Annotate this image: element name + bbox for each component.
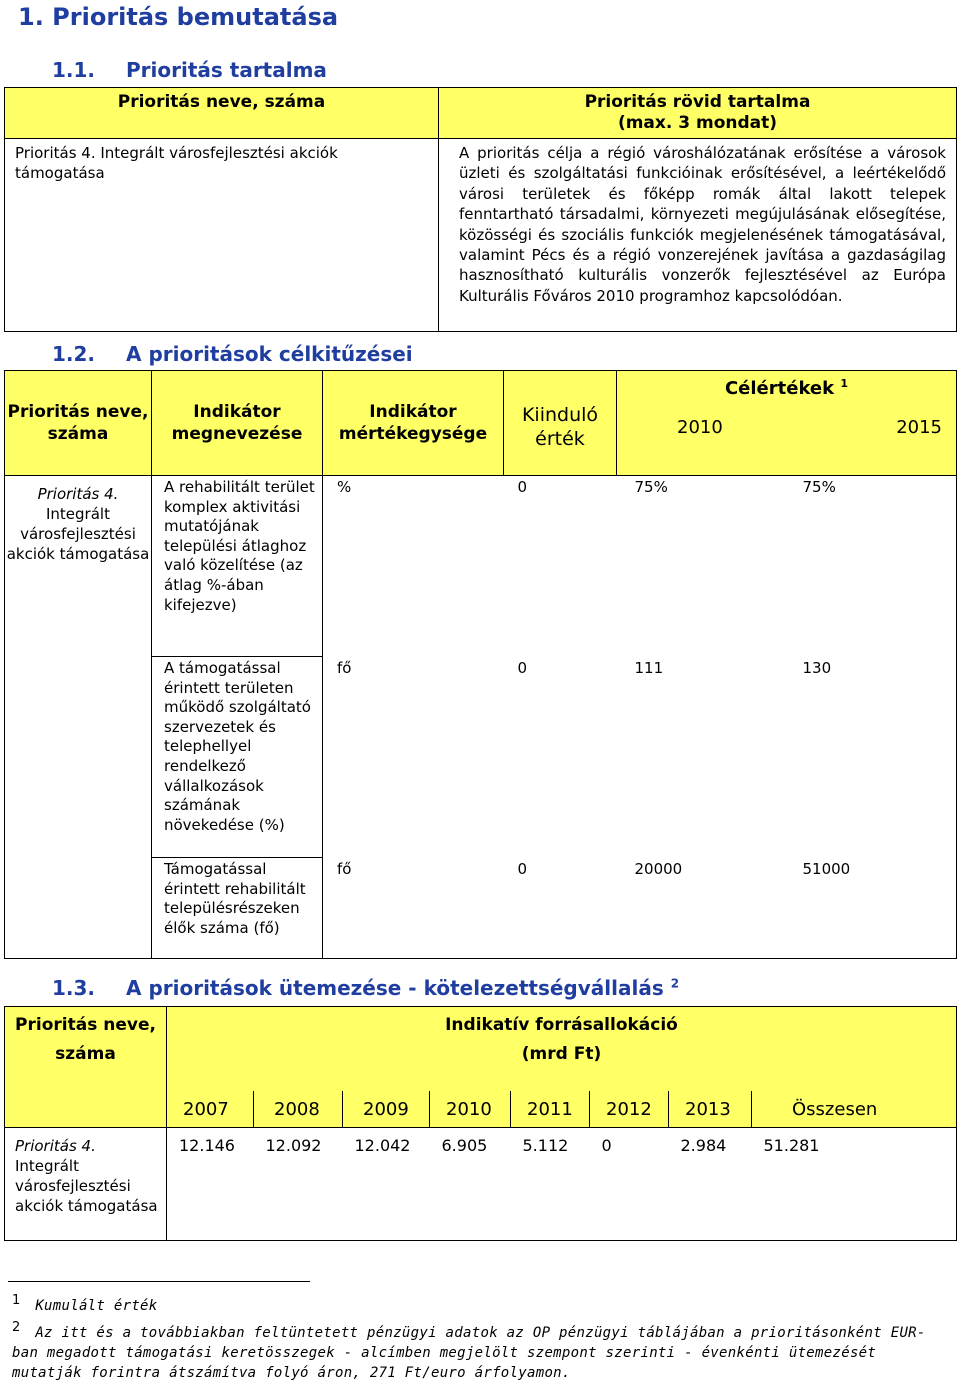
t1-header-content: [439, 88, 957, 139]
footnote-1-mark: 1: [12, 1293, 21, 1308]
t1-header-content-line1: Prioritás rövid tartalma: [584, 92, 811, 112]
heading-1-3-number: 1.3.: [52, 976, 96, 1000]
t2-row3-indicator: Támogatással érintett rehabilitált településrészeken élők száma (fő): [152, 858, 323, 959]
t2-row2-targets: [617, 657, 957, 858]
footnote-1: [12, 1293, 158, 1314]
t2-priority-cell: [5, 476, 152, 959]
heading-1-1-number: 1.1.: [52, 58, 96, 82]
t3-value-2012: 0: [601, 1136, 612, 1155]
t2-row2-indicator: A támogatással érintett területen működő szolgáltató szervezetek és telephellyel rendelkező vállalkozások számának növekedése (%): [152, 657, 323, 858]
heading-1-1: [52, 58, 327, 82]
t1-priority-content: A prioritás célja a régió városhálózatának erősítése a városok üzleti és szolgáltatási funkcióinak erősítésével, a leértékelődő városi területek és főképp romák által lakott telepek fenntartható társadalmi, környezeti megújulásának elősegítése, közösségi és szociális funkciók megjelenésének támogatásával, valamint Pécs és a régió vonzerejének javítása a gazdaságilag hasznosítható kulturális vonzerők fejlesztésével az Európa Kulturális Főváros 2010 programhoz kapcsolódóan.: [439, 139, 957, 332]
t2-row1-2015: 75%: [802, 478, 836, 496]
t3-value-2008: 12.092: [265, 1136, 322, 1155]
t3-year-2012: 2012: [590, 1091, 669, 1128]
t2-row1-unit: %: [337, 478, 352, 496]
t3-year-2007: 2007: [167, 1091, 254, 1128]
t2-header-targets-label: Célértékek: [724, 378, 835, 399]
t2-footnote-mark: 1: [840, 377, 849, 390]
t3-bottom-border: [5, 1241, 957, 1242]
t3-year-2011: 2011: [511, 1091, 590, 1128]
t2-header-priority: Prioritás neve, száma: [5, 371, 152, 476]
t3-value-2007: 12.146: [179, 1136, 235, 1155]
t2-row3-targets: [617, 858, 957, 959]
t3-header-priority: Prioritás neve, száma: [5, 1007, 167, 1128]
t2-row1-targets: [617, 476, 957, 657]
t3-priority-italic: Prioritás 4.: [15, 1137, 96, 1155]
allocation-table: [4, 1006, 957, 1241]
t2-header-targets: [617, 371, 957, 476]
heading-1-3-text: A prioritások ütemezése - kötelezettségvállalás: [126, 976, 664, 1000]
t3-priority-cell: [5, 1128, 167, 1241]
t2-row3-2015: 51000: [802, 859, 851, 878]
t2-row1-base: 0: [517, 478, 528, 496]
t3-header-alloc-line2: (mrd Ft): [521, 1044, 602, 1064]
t2-row2-unit: fő: [337, 658, 352, 677]
t2-row2-2010: 111: [634, 658, 664, 677]
objectives-table: [4, 370, 957, 959]
t3-value-2009: 12.042: [354, 1136, 411, 1155]
t3-value-2011: 5.112: [522, 1136, 569, 1155]
t2-row2-2015: 130: [802, 658, 832, 677]
t3-year-2010: 2010: [430, 1091, 511, 1128]
priority-content-table: [4, 87, 957, 332]
footnote-separator: [8, 1281, 310, 1282]
t2-header-unit: Indikátor mértékegysége: [323, 371, 504, 476]
t3-header-alloc: [167, 1007, 957, 1092]
t1-priority-name: Prioritás 4. Integrált városfejlesztési akciók támogatása: [5, 139, 439, 332]
t2-priority-rest: Integrált városfejlesztési akciók támogatása: [6, 505, 150, 563]
t3-year-2008: 2008: [254, 1091, 343, 1128]
heading-1-1-text: Prioritás tartalma: [126, 58, 327, 82]
t2-row1-2010: 75%: [634, 478, 668, 496]
t2-row3-base: 0: [504, 858, 617, 959]
t2-header-2015: 2015: [896, 417, 942, 438]
footnote-2-text: Az itt és a továbbiakban feltüntetett pénzügyi adatok az OP pénzügyi táblájában a prioritásonként EUR-ban megadott támogatási keretösszegek - alcímben megjelölt szempont szerinti - évenkénti ütemezését mutatják forintra átszámítva folyó áron, 271 Ft/euro árfolyamon.: [12, 1324, 926, 1381]
t2-row3-unit: fő: [323, 858, 504, 959]
t2-header-2010: 2010: [677, 417, 723, 438]
footnote-2: [12, 1318, 942, 1383]
heading-1: 1. Prioritás bemutatása: [18, 3, 339, 31]
t2-row2-base: 0: [517, 658, 528, 677]
t3-value-total: 51.281: [752, 1128, 957, 1241]
t3-year-2009: 2009: [343, 1091, 430, 1128]
t3-header-alloc-line1: Indikatív forrásallokáció: [445, 1015, 678, 1035]
heading-1-3: [52, 976, 679, 1000]
heading-1-2: [52, 342, 413, 366]
t2-priority-italic: Prioritás 4.: [37, 485, 119, 503]
heading-1-3-footnote-mark: 2: [670, 976, 680, 991]
t2-row3-2010: 20000: [634, 859, 683, 878]
t1-header-name: Prioritás neve, száma: [5, 88, 439, 139]
t3-priority-rest: Integrált városfejlesztési akciók támogatása: [15, 1157, 158, 1215]
t3-value-2010: 6.905: [441, 1136, 488, 1155]
t3-year-total: Összesen: [752, 1091, 957, 1128]
t1-header-content-line2: (max. 3 mondat): [617, 113, 778, 133]
heading-1-2-text: A prioritások célkitűzései: [126, 342, 413, 366]
t2-header-indicator: Indikátor megnevezése: [152, 371, 323, 476]
heading-1-2-number: 1.2.: [52, 342, 96, 366]
t3-year-2013: 2013: [669, 1091, 752, 1128]
footnote-2-mark: 2: [12, 1320, 21, 1335]
t3-value-2013: 2.984: [680, 1136, 727, 1155]
footnote-1-text: Kumulált érték: [35, 1297, 158, 1314]
t2-header-base: Kiinduló érték: [504, 371, 617, 476]
t2-row1-indicator: A rehabilitált terület komplex aktivitási mutatójának települési átlaghoz való közelítése (az átlag %-ában kifejezve): [152, 476, 323, 657]
